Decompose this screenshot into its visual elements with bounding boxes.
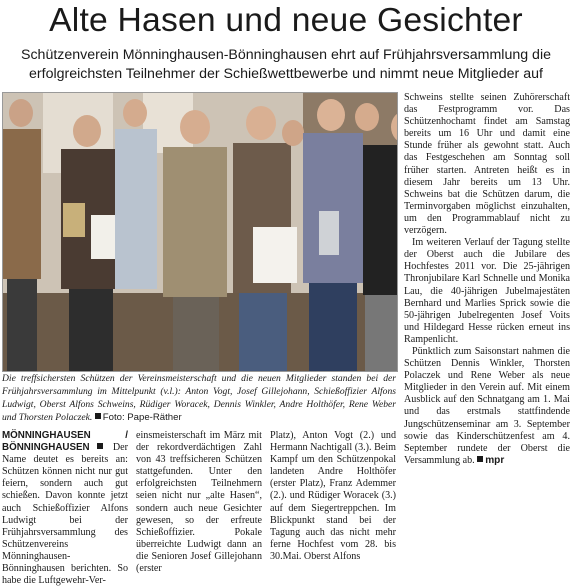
article-column-3 [270, 430, 396, 563]
square-bullet-icon [95, 413, 101, 419]
photo-credit: Foto: Pape-Räther [102, 412, 182, 423]
article-column-right [404, 92, 570, 570]
square-bullet-icon [97, 443, 103, 449]
column-1-text: Der Name deutet es bereits an: Schützen können nicht nur gut feiern, sondern auch gut schießen. Davon konnte jetzt auch Schießoffizier Alfons Ludwigt bei der Frühjahrsversammlung des Schützenvereins Mönninghausen-Bönninghausen berichten. So habe die Luftgewehr-Ver- [2, 442, 128, 587]
right-paragraph-3 [404, 346, 570, 467]
right-paragraph-3-text: Pünktlich zum Saisonstart nahmen die Schützen Dennis Winkler, Thorsten Polaczek und Rene Weber als neue Mitglieder in den Verein auf. Mit einem Ausblick auf den Schnatgang am 1. Mai und das erstmals stattfindende Jungschützenseminar am 3. September sowie das Kinderschützenfest am 4. September rundete der Oberst die Versammlung ab. [404, 345, 570, 466]
group-photo [2, 92, 398, 372]
column-2-text: einsmeisterschaft im März mit der rekordverdächtigen Zahl von 43 treffsicheren Schützen stattgefunden. Unter den erfolgreichsten Teilnehmern seien nicht nur „alte Hasen“, sondern auch neue Gesichter gewesen, so der erfreute Schießoffizier. Pokale überreichte Ludwigt dann an die Senioren Josef Gillejohann (erster [136, 430, 262, 575]
group-photo-illustration [3, 93, 397, 371]
right-paragraph-1: Schweins stellte seinen Zuhörerschaft das Festprogramm vor. Das Schützenhochamt findet am Samstag bereits um 16 Uhr und damit eine Stunde früher als gewohnt statt. Auch das Festgeschehen am Sonntag soll früher starten. Antreten heißt es in diesem Jahr bereits um 13 Uhr. Schweins bat die Schützen darum, die Terminvorgaben möglichst einzuhalten, um den Programmablauf nicht zu verzögern. [404, 92, 570, 237]
column-3-text: Platz), Anton Vogt (2.) und Hermann Nachtigall (3.). Beim Kampf um den Schützenpokal landeten Andre Holthöfer (erster Platz), Franz Ademmer (2.). und Rüdiger Woracek (3.) auf dem Siegertreppchen. Im Blickpunkt stand bei der Tagung auch das nicht mehr ferne Hochfest vom 28. bis 30.Mai. Oberst Alfons [270, 430, 396, 562]
headline: Alte Hasen und neue Gesichter [49, 1, 523, 38]
caption-text: Die treffsichersten Schützen der Vereinsmeisterschaft und die neuen Mitglieder standen bei der Frühjahrsversammlung im Mittelpunkt (v.l.): Anton Vogt, Josef Gillejohann, Schießoffizier Alfons Ludwigt, Oberst Alfons Schweins, Rüdiger Woracek, Dennis Winkler, Andre Holthöfer, Rene Weber und Thorsten Polaczek. [2, 373, 396, 423]
square-bullet-icon [477, 456, 483, 462]
right-paragraph-2: Im weiteren Verlauf der Tagung stellte der Oberst auch die Jubilare des Hochfestes 2011 vor. Die 25-jährigen Thronjubilare Karl Schnelle und Monika Lau, die 40-jährigen Jubelmajestäten Bernhard und Marlies Sprick sowie die 50-jährigen Jubelregenten Josef Voits und Hildegard Hesse rücken erneut ins Rampenlicht. [404, 237, 570, 345]
deck-subheadline [0, 46, 572, 84]
article-column-2 [136, 430, 262, 575]
photo-caption [2, 372, 396, 424]
article-column-1 [2, 430, 128, 587]
article-body-columns [2, 430, 396, 587]
author-tag: mpr [485, 454, 505, 466]
deck-line-1: Schützenverein Mönninghausen-Bönninghausen ehrt auf Frühjahrsversammlung die [21, 47, 551, 63]
deck-line-2: erfolgreichsten Teilnehmer der Schießwettbewerbe und nimmt neue Mitglieder auf [29, 66, 543, 82]
dateline: MÖNNINGHAUSEN / BÖNNINGHAUSEN [2, 430, 128, 454]
